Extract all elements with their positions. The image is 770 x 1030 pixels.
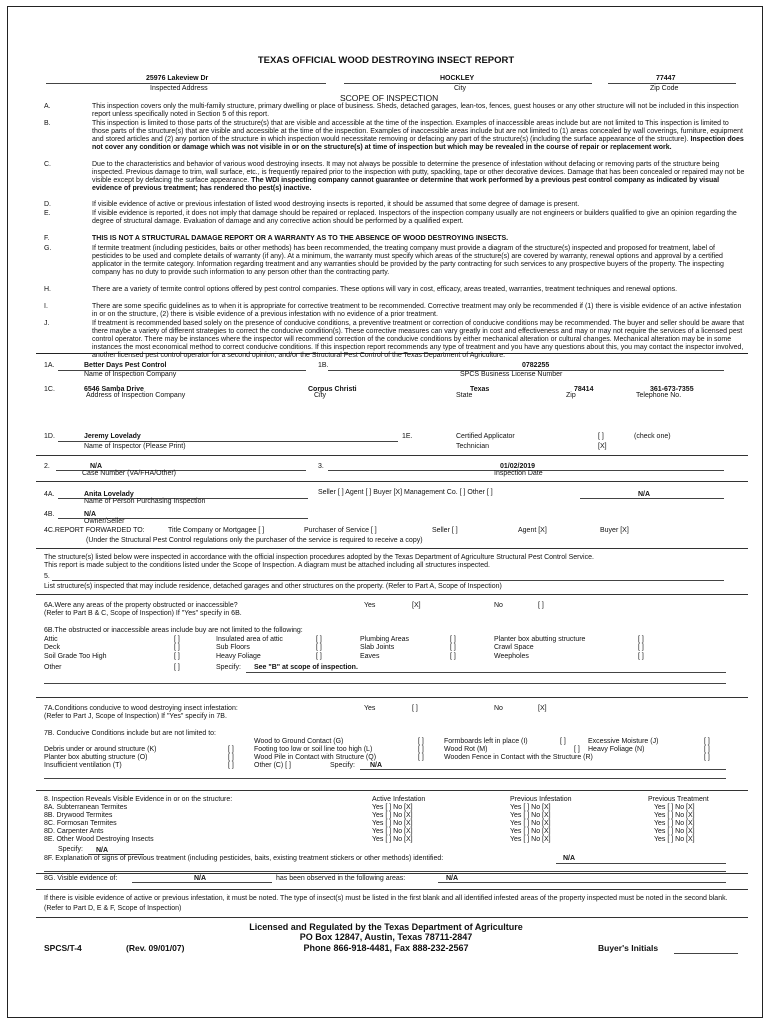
purchaser-name-value: Anita Lovelady: [84, 491, 134, 498]
yes-no-checkbox[interactable]: Yes [ ] No [X]: [510, 836, 551, 843]
slab-joints-checkbox[interactable]: [ ]: [450, 644, 456, 652]
underline: [132, 882, 272, 883]
yes-no-checkbox[interactable]: Yes [ ] No [X]: [372, 812, 413, 819]
company-phone-label: Telephone No.: [636, 392, 682, 399]
insect-row-label: 8C. Formosan Termites: [44, 820, 117, 827]
conducive-col-2-boxes: [418, 738, 424, 762]
company-name-label: Name of Inspection Company: [84, 371, 177, 378]
company-address-value: 6546 Samba Drive: [84, 386, 144, 393]
specify-label: Specify:: [216, 664, 241, 671]
scope-letter: E.: [44, 210, 51, 217]
option-label: Wood to Ground Contact (G): [254, 738, 344, 745]
technician-label: Technician: [456, 443, 490, 450]
divider: [36, 481, 748, 482]
debris-checkbox[interactable]: [ ]: [228, 746, 234, 753]
scope-letter: H.: [44, 286, 51, 293]
field-num: 1D.: [44, 433, 55, 440]
yes-no-checkbox[interactable]: Yes [ ] No [X]: [510, 804, 551, 811]
option-label: Sub Floors: [216, 644, 250, 652]
footer-line-1: Licensed and Regulated by the Texas Department of Agriculture: [249, 922, 523, 932]
8f-value: N/A: [563, 855, 576, 862]
obstructed-col-2: [216, 636, 283, 661]
scope-c: Due to the characteristics and behavior of various wood destroying insects. It may not always be possible to determine the presence of infestation without defacing or removing parts of the structure being inspected. Previous damage to trim, wall surface, etc., is frequently repaired prior to the inspection with putty, spackling, tape or other decorative devices. Damage that has been concealed or repaired may not be visible except by defacing the surface appearance. The WDI inspecting company cannot guarantee or determine that work performed by a previous pest control company as indicated by visual evidence of previous treatment; has rendered tho pest(s) inactive.: [92, 161, 745, 193]
buyer-initials-line[interactable]: [674, 953, 738, 954]
obstructed-specify-value: See "B" at scope of inspection.: [254, 664, 358, 671]
scope-letter: D.: [44, 201, 51, 208]
company-address-label: Address of Inspection Company: [86, 392, 186, 399]
yes-no-checkbox[interactable]: Yes [ ] No [X]: [372, 804, 413, 811]
inspection-date-label: Inspection Date: [494, 470, 543, 477]
underline: [360, 769, 726, 770]
other-checkbox[interactable]: [ ]: [174, 664, 180, 672]
insect-row-label: 8B. Drywood Termites: [44, 812, 113, 819]
underline: [246, 672, 726, 673]
q7a-yes-label: Yes: [364, 705, 376, 712]
option-label: Wood Rot (M): [444, 746, 488, 753]
option-label: Attic: [44, 636, 58, 643]
field-num: 1C.: [44, 386, 55, 393]
scope-heading: SCOPE OF INSPECTION: [340, 93, 439, 103]
divider: [36, 790, 748, 791]
underline: [52, 580, 724, 581]
obstructed-col-3: [360, 636, 409, 661]
conducive-col-1-boxes: [228, 746, 234, 770]
divider: [36, 873, 748, 874]
yes-no-checkbox[interactable]: Yes [ ] No [X]: [654, 828, 695, 835]
insect-rows: [44, 804, 154, 844]
zip-label: Zip Code: [650, 85, 679, 92]
insulated-attic-checkbox[interactable]: [ ]: [316, 636, 322, 643]
scope-letter: C.: [44, 161, 51, 168]
scope-letter: F.: [44, 235, 50, 242]
option-label: Wood Pile in Contact with Structure (Q): [254, 754, 377, 761]
inspector-name-label: Name of Inspector (Please Print): [84, 443, 186, 450]
option-label: Footing too low or soil line too high (L): [254, 746, 373, 753]
divider: [36, 697, 748, 698]
moisture-checkbox[interactable]: [ ]: [704, 738, 710, 745]
company-zip-value: 78414: [574, 386, 594, 393]
specify-label: Specify:: [330, 762, 355, 769]
q7a-no-checkbox[interactable]: [X]: [538, 705, 547, 712]
yes-no-checkbox[interactable]: Yes [ ] No [X]: [372, 836, 413, 843]
buyer-initials-label: Buyer's Initials: [598, 943, 659, 953]
report-page: [7, 6, 763, 1018]
visible-evidence-note: If there is visible evidence of active or previous infestation, it must be noted. The type of insect(s) must be listed in the first blank and all identified infested areas of the property inspected must be noted in the second blank. (Refer to Part D, E & F, Scope of Inspection): [44, 895, 728, 912]
form-number: SPCS/T-4: [44, 943, 82, 953]
obstructed-col-4: [494, 636, 585, 661]
underline: [580, 498, 724, 499]
underline: [58, 441, 398, 442]
planter-box-checkbox[interactable]: [ ]: [228, 754, 234, 761]
option-label: Slab Joints: [360, 644, 395, 652]
q6a-ref: (Refer to Part B & C, Scope of Inspection) If "Yes" specify in 6B.: [44, 610, 242, 617]
city-value: HOCKLEY: [440, 75, 475, 82]
yes-no-checkbox[interactable]: Yes [ ] No [X]: [654, 820, 695, 827]
q7a-no-label: No: [494, 705, 503, 712]
crawl-space-checkbox[interactable]: [ ]: [638, 644, 644, 652]
scope-letter: A.: [44, 103, 51, 110]
divider: [36, 889, 748, 890]
option-label: Other: [44, 664, 62, 672]
company-state-label: State: [456, 392, 473, 399]
yes-no-checkbox[interactable]: Yes [ ] No [X]: [654, 836, 695, 843]
q6a: 6A.Were any areas of the property obstructed or inaccessible?: [44, 602, 238, 609]
obstructed-col-3-boxes: [450, 636, 456, 661]
yes-no-checkbox[interactable]: Yes [ ] No [X]: [510, 812, 551, 819]
other-role-value: N/A: [638, 491, 651, 498]
footing-checkbox[interactable]: [ ]: [418, 746, 424, 753]
field-num: 3.: [318, 463, 324, 470]
section5-intro-2: This report is made subject to the conditions listed under the Scope of Inspection. A diagram must be attached including all structures inspected.: [44, 562, 490, 569]
yes-no-checkbox[interactable]: Yes [ ] No [X]: [510, 828, 551, 835]
forward-buyer[interactable]: Buyer [X]: [600, 527, 629, 534]
insect-row-label: 8D. Carpenter Ants: [44, 828, 104, 835]
option-label: Excessive Moisture (J): [588, 738, 659, 745]
previous-treatment-heading: Previous Treatment: [648, 796, 709, 803]
address-underline: [46, 83, 326, 84]
option-label: Heavy Foliage (N): [588, 746, 645, 753]
option-label: Formboards left in place (I): [444, 738, 528, 745]
scope-letter: G.: [44, 245, 52, 252]
8g-value-1: N/A: [194, 875, 207, 882]
owner-seller-value: N/A: [84, 511, 97, 518]
divider: [36, 917, 748, 918]
scope-f: THIS IS NOT A STRUCTURAL DAMAGE REPORT OR A WARRANTY AS TO THE ABSENCE OF WOOD DESTROYING INSECTS.: [92, 235, 509, 242]
conducive-col-4-boxes: [704, 738, 710, 762]
field-num: 4A.: [44, 491, 55, 498]
ventilation-checkbox[interactable]: [ ]: [228, 762, 234, 769]
option-label: Planter box abutting structure: [494, 636, 586, 643]
plumbing-checkbox[interactable]: [ ]: [450, 636, 456, 643]
zip-value: 77447: [656, 75, 676, 82]
insect-row-label: 8E. Other Wood Destroying Insects: [44, 836, 154, 843]
city-underline: [344, 83, 592, 84]
option-label: Insulated area of attic: [216, 636, 283, 643]
case-number-value: N/A: [90, 463, 103, 470]
option-label: Eaves: [360, 652, 380, 660]
section5-intro-1: The structure(s) listed below were inspected in accordance with the official inspection procedures adopted by the Texas Department of Agriculture Structural Pest Control Service.: [44, 554, 594, 561]
active-infestation-column[interactable]: [372, 804, 413, 844]
conducive-specify-value: N/A: [370, 762, 383, 769]
q7a-yes-checkbox[interactable]: [ ]: [412, 705, 418, 712]
field-num: 1E.: [402, 433, 413, 440]
company-name-value: Better Days Pest Control: [84, 362, 167, 369]
report-forwarded-label: 4C.REPORT FORWARDED TO:: [44, 527, 145, 534]
divider: [36, 455, 748, 456]
option-label: Other (C) [ ]: [254, 762, 291, 769]
field-num: 1B.: [318, 362, 329, 369]
conducive-col-3: [444, 738, 593, 762]
other-checkbox[interactable]: [ ]: [704, 754, 710, 761]
forward-agent[interactable]: Agent [X]: [518, 527, 547, 534]
previous-treatment-column[interactable]: [654, 804, 695, 844]
weepholes-checkbox[interactable]: [ ]: [638, 652, 644, 660]
company-city-label: City: [314, 392, 327, 399]
check-one-note: (check one): [634, 433, 671, 440]
option-label: Crawl Space: [494, 644, 534, 652]
inspector-name-value: Jeremy Lovelady: [84, 433, 141, 440]
insect-specify-value: N/A: [96, 847, 109, 854]
conducive-col-1: [44, 746, 156, 770]
underline: [44, 683, 726, 684]
8f-text: 8F. Explanation of signs of previous treatment (including pesticides, baits, existing treatment stickers or other methods) identified:: [44, 855, 444, 862]
scope-d: If visible evidence of active or previous infestation of listed wood destroying insects is reported, it should be assumed that some degree of damage is present.: [92, 201, 580, 208]
specify-label: Specify:: [58, 846, 83, 853]
scope-letter: I.: [44, 303, 48, 310]
company-zip-label: Zip: [566, 392, 576, 399]
yes-no-checkbox[interactable]: Yes [ ] No [X]: [510, 820, 551, 827]
inspected-address-label: Inspected Address: [150, 85, 208, 92]
revision-date: (Rev. 09/01/07): [126, 943, 185, 953]
section8-heading: 8. Inspection Reveals Visible Evidence in or on the structure:: [44, 796, 233, 803]
purchaser-role-options[interactable]: Seller [ ] Agent [ ] Buyer [X] Management Co. [ ] Other [ ]: [318, 489, 493, 496]
inspection-date-value: 01/02/2019: [500, 463, 536, 470]
deck-checkbox[interactable]: [ ]: [174, 644, 180, 652]
q6a-no-label: No: [494, 602, 503, 609]
forward-seller[interactable]: Seller [ ]: [432, 527, 458, 534]
license-number-label: SPCS Business License Number: [460, 371, 563, 378]
owner-seller-label: Owner/Seller: [84, 518, 125, 525]
city-label: City: [454, 85, 467, 92]
divider: [36, 594, 748, 595]
q7a-ref: (Refer to Part J, Scope of Inspection) If "Yes" specify in 7B.: [44, 713, 227, 720]
soil-grade-checkbox[interactable]: [ ]: [174, 652, 180, 660]
wooden-fence-checkbox[interactable]: [ ]: [704, 746, 710, 753]
conducive-col-4: [588, 738, 658, 746]
underline: [44, 871, 726, 872]
8g-value-2: N/A: [446, 875, 459, 882]
option-label: Planter box abutting structure (O): [44, 754, 148, 761]
option-label: Plumbing Areas: [360, 636, 410, 643]
scope-a: This inspection covers only the multi-family structure, primary dwelling or place of business. Sheds, detached garages, lean-tos, fences, guest houses or any other structure will not be included in this inspection report unless specifically noted in Section 5 of this report.: [92, 103, 739, 119]
yes-no-checkbox[interactable]: Yes [ ] No [X]: [372, 820, 413, 827]
obstructed-col-1: [44, 636, 107, 673]
conducive-col-2: [254, 738, 376, 770]
scope-j: If treatment is recommended based solely on the presence of conducive conditions, a preventive treatment or correction of conducive conditions may be recommended. The buyer and seller should be aware that there maybe a variety of different strategies to correct the conducive condition(s). These corrective measures can vary greatly in cost and effectiveness and may or may not require the services of a licensed pest control operator. There may be instances where the inspector will recommend correction of the conducive conditions by either mechanical alteration or cultural changes. Mechanical alteration may be in some instances the most economical method to correct conducive conditions. If this inspection report recommends any type of treatment and you have any questions about this, you may contact the inspector involved, another licensed pest control operator for a second opinion, and/or the Structural Pest Control of the Texas Department of Agriculture.: [92, 320, 745, 360]
underline: [44, 778, 726, 779]
option-label: Wooden Fence in Contact with the Structure (R): [444, 754, 593, 761]
active-infestation-heading: Active Infestation: [372, 796, 426, 803]
q6b: 6B.The obstructed or inaccessible areas include buy are not limited to the following:: [44, 627, 303, 634]
zip-underline: [608, 83, 736, 84]
underline: [438, 882, 726, 883]
yes-no-checkbox[interactable]: Yes [ ] No [X]: [654, 812, 695, 819]
heavy-foliage-checkbox[interactable]: [ ]: [316, 652, 322, 660]
eaves-checkbox[interactable]: [ ]: [450, 652, 456, 660]
formboards-checkbox[interactable]: [ ]: [560, 738, 566, 745]
company-state-value: Texas: [470, 386, 490, 393]
company-city-value: Corpus Christi: [308, 386, 357, 393]
scope-letter: J.: [44, 320, 50, 327]
certified-applicator-checkbox[interactable]: [ ]: [598, 433, 604, 440]
planter-box-checkbox[interactable]: [ ]: [638, 636, 644, 643]
previous-infestation-heading: Previous Infestation: [510, 796, 572, 803]
forward-note: (Under the Structural Pest Control regulations only the purchaser of the service is required to receive a copy): [86, 537, 423, 544]
company-phone-value: 361-673-7355: [650, 386, 694, 393]
obstructed-col-2-boxes: [316, 636, 322, 661]
yes-no-checkbox[interactable]: Yes [ ] No [X]: [372, 828, 413, 835]
field-num: 4B.: [44, 511, 55, 518]
scope-i: There are some specific guidelines as to when it is appropriate for corrective treatment to be recommended. Corrective treatment may only be recommended if (1) there is visible evidence of an active infestation in or on the structure, (2) there is visible evidence of a previous infestation with no evidence of a prior treatment.: [92, 303, 742, 319]
sub-floors-checkbox[interactable]: [ ]: [316, 644, 322, 652]
report-title: TEXAS OFFICIAL WOOD DESTROYING INSECT REPORT: [257, 55, 515, 66]
option-label: Debris under or around structure (K): [44, 746, 157, 753]
insect-row-label: 8A. Subterranean Termites: [44, 804, 128, 811]
scope-letter: B.: [44, 120, 51, 127]
scope-g: If termite treatment (including pesticides, baits or other methods) has been recommended, the treating company must provide a diagram of the structure(s) inspected and proposed for treatment, label of pesticides to be used and complete details of warranty (if any). At a minimum, the warranty must specify which areas of the structure(s) are covered by warranty, renewal options and approval by a certified applicator in the termite category. Information regarding treatment and any warranties should be provided by the party contracting for such services to any prospective buyers of the property. The inspecting company has no duty to provide such information to any person other than the contracting party.: [92, 245, 724, 277]
option-label: Insufficient ventilation (T): [44, 762, 122, 769]
previous-infestation-column[interactable]: [510, 804, 551, 844]
forward-purchaser[interactable]: Purchaser of Service [ ]: [304, 527, 377, 534]
heavy-foliage-checkbox[interactable]: [ ]: [574, 746, 580, 753]
option-label: Weepholes: [494, 652, 529, 660]
8g-text-2: has been observed in the following areas:: [276, 875, 406, 882]
attic-checkbox[interactable]: [ ]: [174, 636, 180, 643]
q6a-yes-label: Yes: [364, 602, 376, 609]
field-num: 2.: [44, 463, 50, 470]
wood-pile-checkbox[interactable]: [ ]: [418, 754, 424, 761]
8g-text-1: 8G. Visible evidence of:: [44, 875, 118, 882]
divider: [36, 353, 748, 354]
scope-e: If visible evidence is reported, it does not imply that damage should be repaired or replaced. Inspectors of the inspection company usually are not engineers or builders qualified to give an opinion regarding the degree of structural damage. Evaluation of damage and any corrective action should be performed by a qualified expert.: [92, 210, 737, 226]
obstructed-col-1-boxes: [174, 636, 180, 673]
structures-list-note: List structure(s) inspected that may include residence, detached garages and other structures on the property. (Refer to Part A, Scope of Inspection): [44, 583, 502, 590]
license-number-value: 0782255: [522, 362, 550, 369]
obstructed-col-4-boxes: [638, 636, 644, 661]
option-label: Soil Grade Too High: [44, 652, 107, 660]
footer-line-3: Phone 866-918-4481, Fax 888-232-2567: [303, 943, 469, 953]
case-number-label: Case Number (VA/FHA/Other): [82, 470, 177, 477]
q6a-yes-checkbox[interactable]: [X]: [412, 602, 421, 609]
field-num: 5.: [44, 573, 50, 580]
forward-title-company[interactable]: Title Company or Mortgagee [ ]: [168, 527, 265, 534]
divider: [36, 548, 748, 549]
field-num: 1A.: [44, 362, 55, 369]
option-label: Deck: [44, 644, 60, 652]
footer-line-2: PO Box 12847, Austin, Texas 78711-2847: [299, 932, 473, 942]
yes-no-checkbox[interactable]: Yes [ ] No [X]: [654, 804, 695, 811]
inspected-address-value: 25976 Lakeview Dr: [146, 75, 209, 82]
purchaser-name-label: Name of Person Purchasing Inspection: [84, 498, 206, 505]
underline: [556, 863, 726, 864]
option-label: Heavy Foliage: [216, 652, 261, 660]
q6a-no-checkbox[interactable]: [ ]: [538, 602, 544, 609]
technician-checkbox[interactable]: [X]: [598, 443, 607, 450]
certified-applicator-label: Certified Applicator: [456, 433, 515, 440]
scope-b: This inspection is limited to those parts of the structure(s) that are visible and accessible at the time of the inspection. Examples of inaccessible areas include but are not limited to This inspection is limited to those parts of the structure(s) that are visible and accessible at the time of the inspection. Examples of inaccessible areas include but are not limited to (1) areas concealed by wall coverings, furniture, equipment and stored articles and (2) any portion of the structure in which inspection would necessitate removing or defacing any part of the structure(s) (including the surface appearance of the structure). Inspection does not cover any condition or damage which was not visible in or on the structure(s) at time of inspection but which may be revealed in the course of repair or replacement work.: [92, 120, 744, 152]
q7b: 7B. Conducive Conditions include but are not limited to:: [44, 730, 216, 737]
scope-h: There are a variety of termite control options offered by pest control companies. These options will vary in cost, efficacy, areas treated, warranties, treatment techniques and renewal options.: [92, 286, 678, 293]
q7a: 7A.Conditions conducive to wood destroying insect infestation:: [44, 705, 238, 712]
wood-ground-checkbox[interactable]: [ ]: [418, 738, 424, 745]
